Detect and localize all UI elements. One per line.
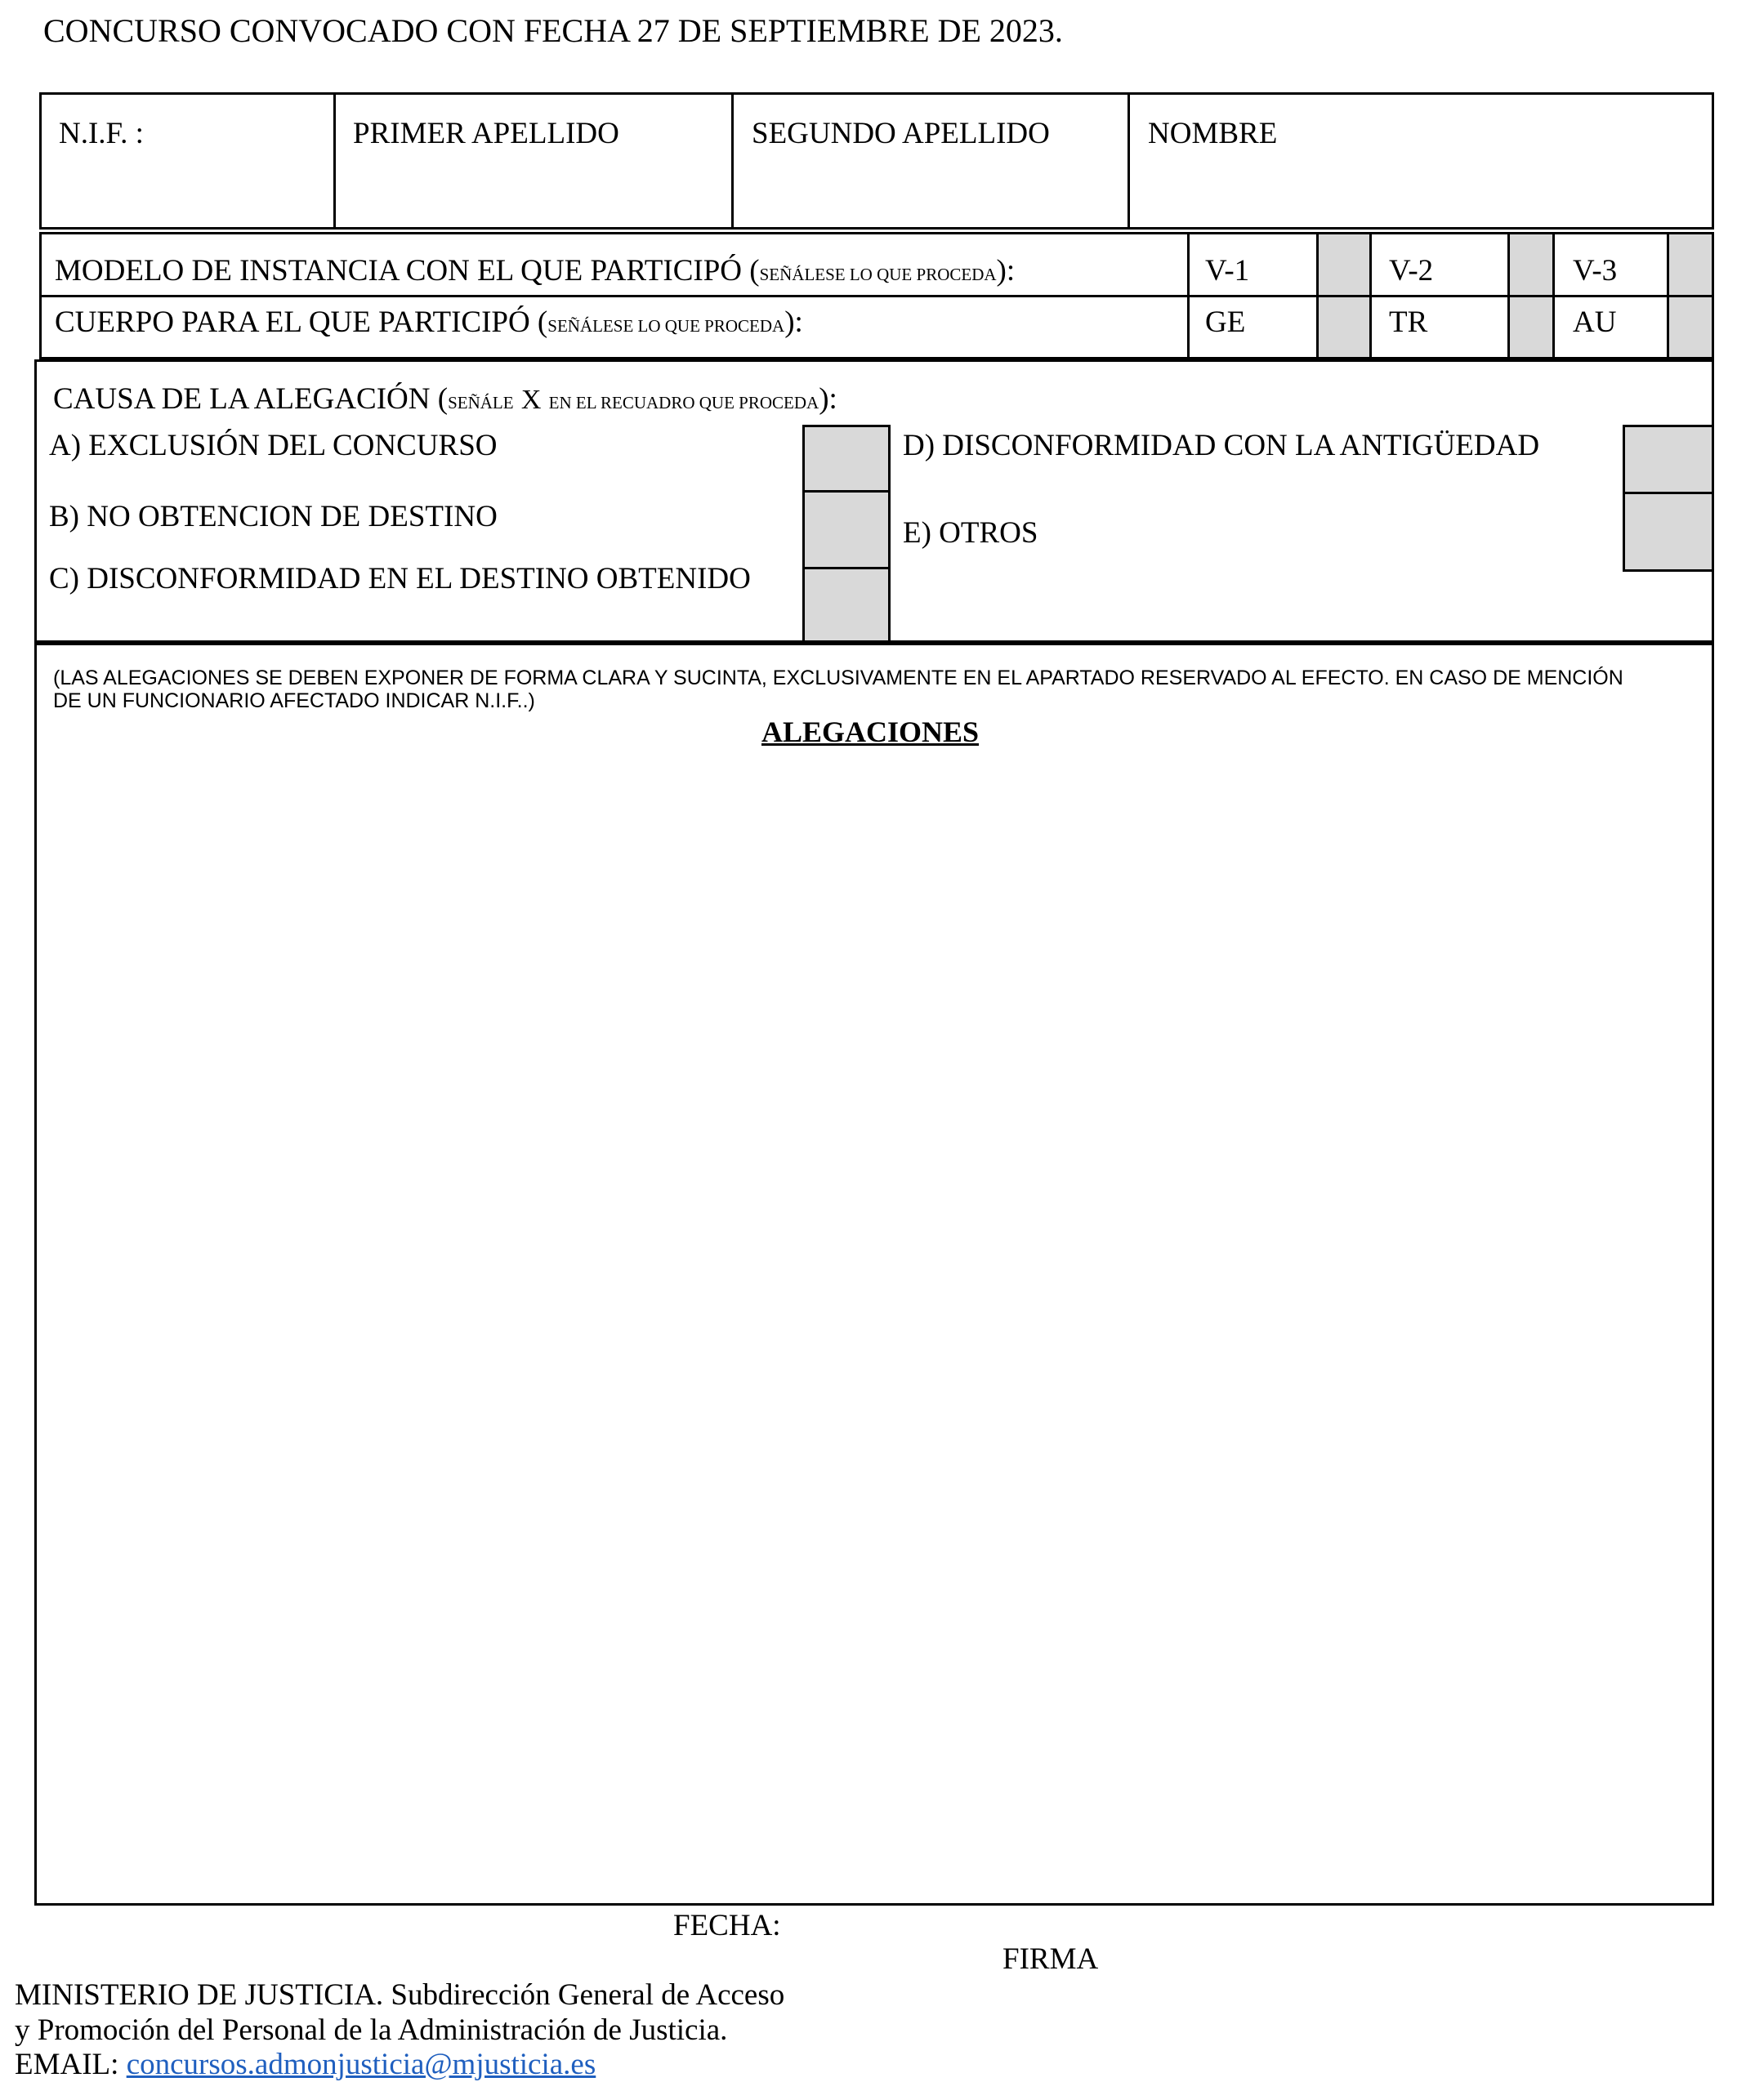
nombre-label: NOMBRE xyxy=(1148,117,1278,150)
fecha-label: FECHA: xyxy=(673,1909,781,1942)
checkbox-v1[interactable] xyxy=(1319,234,1369,295)
modelo-label: MODELO DE INSTANCIA CON EL QUE PARTICIPÓ (SEÑÁLESE LO QUE PROCEDA): xyxy=(55,254,1016,288)
email-label: EMAIL: xyxy=(15,2048,119,2081)
modelo-note: SEÑÁLESE LO QUE PROCEDA xyxy=(759,265,997,284)
causa-option-b: B) NO OBTENCION DE DESTINO xyxy=(49,500,498,533)
ministry-line2: y Promoción del Personal de la Administración de Justicia. xyxy=(15,2013,728,2047)
causa-option-c: C) DISCONFORMIDAD EN EL DESTINO OBTENIDO xyxy=(49,562,751,595)
cuerpo-option-ge: GE xyxy=(1205,305,1246,339)
nif-label: N.I.F. : xyxy=(59,117,144,150)
nombre-field[interactable] xyxy=(1131,155,1711,225)
cuerpo-option-au: AU xyxy=(1573,305,1617,339)
checkbox-tr[interactable] xyxy=(1510,297,1552,357)
nif-field[interactable] xyxy=(42,155,330,225)
modelo-option-v2: V-2 xyxy=(1389,254,1434,288)
causa-option-a: A) EXCLUSIÓN DEL CONCURSO xyxy=(49,429,498,462)
ministry-line1: MINISTERIO DE JUSTICIA. Subdirección General de Acceso xyxy=(15,1978,785,2012)
firma-label: FIRMA xyxy=(1002,1942,1099,1976)
email-link[interactable]: concursos.admonjusticia@mjusticia.es xyxy=(126,2048,596,2081)
cuerpo-option-tr: TR xyxy=(1389,305,1428,339)
segundo-apellido-field[interactable] xyxy=(735,155,1125,225)
checkbox-d[interactable] xyxy=(1623,425,1714,494)
primer-apellido-field[interactable] xyxy=(337,155,729,225)
causa-label: CAUSA DE LA ALEGACIÓN (SEÑÁLE X EN EL RECUADRO QUE PROCEDA): xyxy=(53,382,837,416)
alegaciones-instructions-line1: (LAS ALEGACIONES SE DEBEN EXPONER DE FORMA CLARA Y SUCINTA, EXCLUSIVAMENTE EN EL APARTADO RESERVADO AL EFECTO. EN CASO DE MENCIÓN xyxy=(53,667,1623,689)
alegaciones-instructions-line2: DE UN FUNCIONARIO AFECTADO INDICAR N.I.F..) xyxy=(53,689,535,712)
causa-option-d: D) DISCONFORMIDAD CON LA ANTIGÜEDAD xyxy=(903,429,1540,462)
alegaciones-title: ALEGACIONES xyxy=(761,716,980,748)
causa-option-e: E) OTROS xyxy=(903,516,1038,550)
checkbox-ge[interactable] xyxy=(1319,297,1369,357)
segundo-apellido-label: SEGUNDO APELLIDO xyxy=(752,117,1050,150)
email-line xyxy=(15,2049,596,2080)
checkbox-v3[interactable] xyxy=(1669,234,1712,295)
cuerpo-note: SEÑÁLESE LO QUE PROCEDA xyxy=(547,316,785,336)
checkbox-b[interactable] xyxy=(802,490,891,569)
modelo-option-v1: V-1 xyxy=(1205,254,1250,288)
page-title: CONCURSO CONVOCADO CON FECHA 27 DE SEPTIEMBRE DE 2023. xyxy=(43,12,1063,49)
checkbox-c[interactable] xyxy=(802,567,891,643)
primer-apellido-label: PRIMER APELLIDO xyxy=(353,117,619,150)
alegaciones-text-area[interactable] xyxy=(41,760,1708,1899)
checkbox-v2[interactable] xyxy=(1510,234,1552,295)
modelo-option-v3: V-3 xyxy=(1573,254,1618,288)
checkbox-a[interactable] xyxy=(802,425,891,493)
checkbox-au[interactable] xyxy=(1669,297,1712,357)
checkbox-e[interactable] xyxy=(1623,492,1714,572)
cuerpo-label: CUERPO PARA EL QUE PARTICIPÓ (SEÑÁLESE LO QUE PROCEDA): xyxy=(55,305,803,339)
